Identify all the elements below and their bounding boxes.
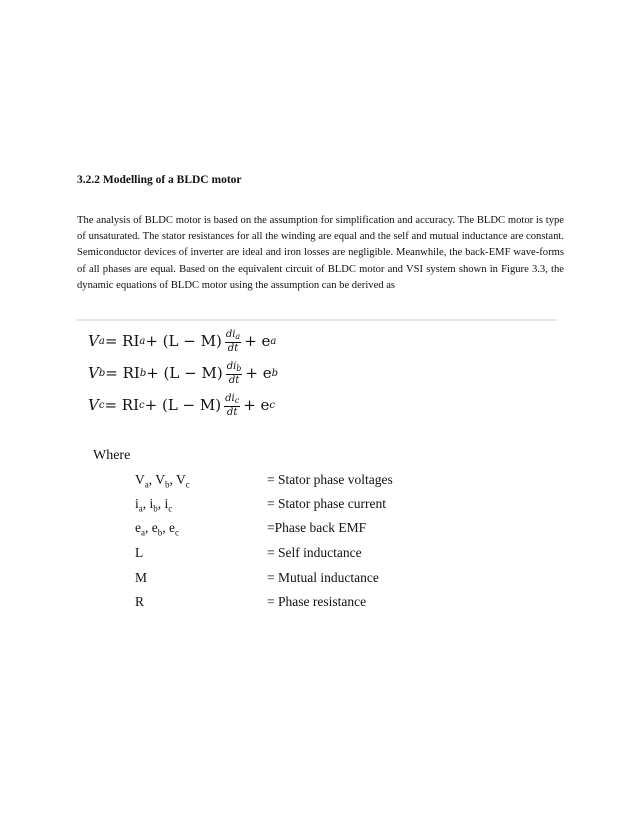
equation-phase-c — [88, 391, 388, 419]
definition-symbol: L — [135, 545, 144, 560]
equation-phase-a — [88, 327, 388, 355]
eq-emf-sub: c — [269, 399, 276, 411]
eq-rhs-part2: + (L − M) — [145, 332, 222, 350]
definition-text: = Self inductance — [267, 545, 362, 560]
eq-frac-num-sub: b — [236, 363, 242, 373]
eq-lhs: V — [88, 332, 99, 350]
definition-symbol: $V_a$, $V_b$, $V_c$ — [135, 472, 190, 490]
eq-lhs-sub: b — [98, 367, 106, 379]
body-paragraph: The analysis of BLDC motor is based on the assumption for simplification and accuracy. The BLDC motor is type of unsaturated. The stator resistances for all the winding are equal and the self and mutual inductance are constant. Semiconductor devices of inverter are ideal and iron losses are negligible. Meanwhile, the back-EMF wave-forms of all phases are equal. Based on the equivalent circuit of BLDC motor and VSI system shown in Figure 3.3, the dynamic equations of BLDC motor using the assumption can be derived as — [77, 215, 564, 291]
definition-symbol: $e_a$, $e_b$, $e_c$ — [135, 520, 179, 538]
eq-frac-num: di — [225, 392, 235, 404]
definition-text: = Mutual inductance — [267, 570, 379, 585]
eq-frac-num-sub: a — [235, 331, 241, 341]
eq-tail: + e — [245, 364, 272, 382]
eq-rhs-part2: + (L − M) — [144, 396, 222, 414]
eq-current-sub: a — [139, 335, 146, 347]
eq-derivative — [225, 329, 241, 354]
eq-lhs-sub: a — [98, 335, 105, 347]
where-label: Where — [93, 448, 131, 463]
eq-lhs: V — [88, 396, 99, 414]
eq-rhs-part1: = RI — [104, 332, 140, 350]
definition-symbol: M — [135, 570, 148, 585]
section-heading: 3.2.2 Modelling of a BLDC motor — [77, 174, 242, 186]
definition-text: = Stator phase voltages — [267, 472, 393, 487]
eq-emf-sub: b — [271, 367, 279, 379]
eq-frac-num: di — [225, 328, 236, 340]
eq-frac-den: dt — [228, 374, 240, 386]
eq-frac-den: dt — [226, 406, 238, 418]
eq-frac-den: dt — [227, 342, 239, 354]
eq-lhs: V — [88, 364, 99, 382]
definition-text: = Phase resistance — [267, 594, 367, 609]
eq-lhs-sub: c — [98, 399, 105, 411]
definition-symbol: $i_a$, $i_b$, $i_c$ — [135, 496, 173, 514]
eq-tail: + e — [244, 332, 271, 350]
eq-frac-num-sub: c — [234, 395, 240, 405]
definition-symbol: R — [135, 594, 145, 609]
definition-text: =Phase back EMF — [267, 520, 367, 535]
eq-emf-sub: a — [270, 335, 277, 347]
eq-tail: + e — [243, 396, 270, 414]
eq-current-sub: c — [139, 399, 145, 411]
equation-block — [76, 319, 557, 423]
eq-derivative — [226, 361, 243, 386]
eq-current-sub: b — [139, 367, 147, 379]
eq-rhs-part1: = RI — [105, 364, 140, 382]
eq-frac-num: di — [226, 360, 237, 372]
definition-text: = Stator phase current — [267, 496, 386, 511]
eq-rhs-part2: + (L − M) — [146, 364, 223, 382]
equation-phase-b — [88, 359, 388, 387]
eq-derivative — [224, 393, 240, 418]
eq-rhs-part1: = RI — [104, 396, 140, 414]
